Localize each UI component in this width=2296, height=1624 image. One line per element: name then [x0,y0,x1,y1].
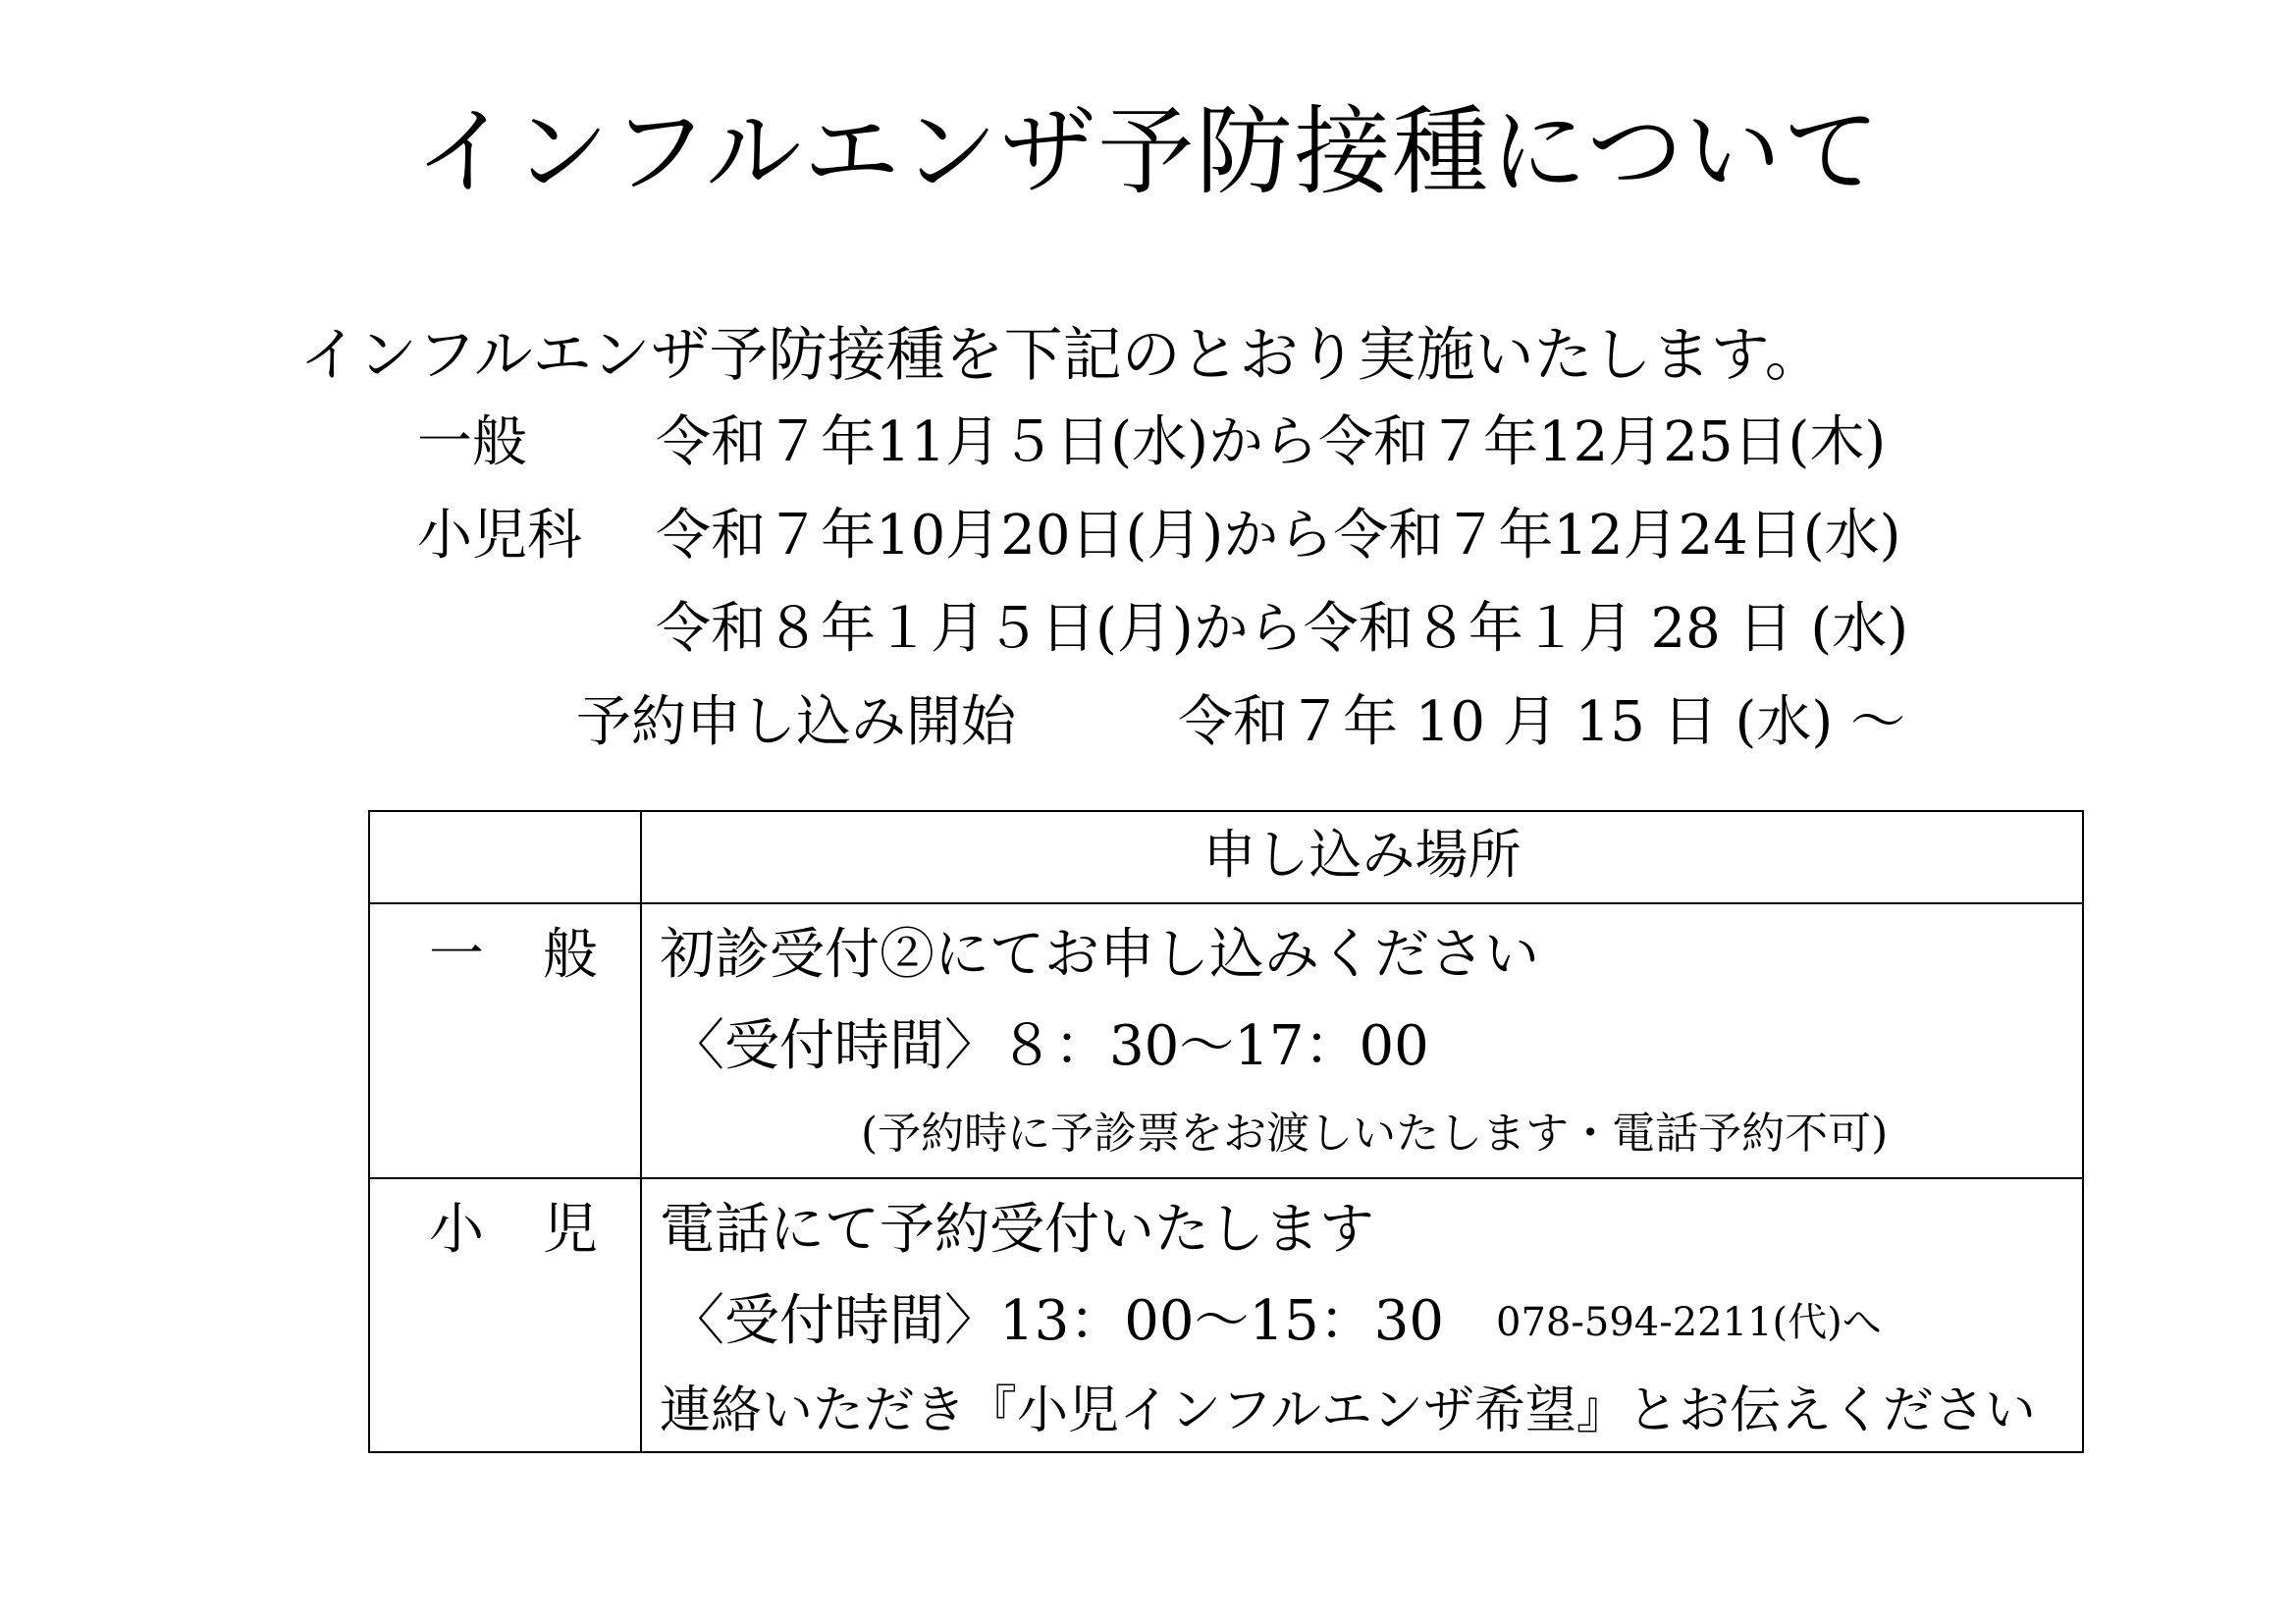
general-reception-hours: 〈受付時間〉８：30～17：00 [669,1014,1429,1078]
intro-text: インフルエンザ予防接種を下記のとおり実施いたします。 [299,321,1824,390]
schedule-pediatric-period-1: 令和７年10月20日(月)から令和７年12月24日(水) [656,504,1901,568]
reservation-start-date: 令和７年 10 月 15 日 (水) ～ [1178,690,1906,754]
table-row-divider [370,1177,2082,1179]
page-title: インフルエンザ予防接種について [414,96,1882,208]
table-row-divider [370,902,2082,904]
schedule-general-label: 一般 [417,410,527,474]
schedule-pediatric-period-2: 令和８年１月５日(月)から令和８年１月 28 日 (水) [656,597,1909,661]
application-table [368,810,2084,1453]
table-row-label-general: 一般 [429,923,657,987]
schedule-pediatric-label: 小児科 [417,504,582,568]
general-note: (予約時に予診票をお渡しいたします・電話予約不可) [861,1109,1889,1159]
pediatric-phone-number: 078-594-2211(代)へ [1496,1300,1882,1345]
pediatric-instructions: 電話にて予約受付いたします [660,1198,1374,1262]
table-row-label-pediatric: 小児 [429,1198,657,1262]
schedule-general-period: 令和７年11月５日(水)から令和７年12月25日(木) [656,410,1887,474]
reservation-label: 予約申し込み開始 [576,690,1016,754]
table-header-place: 申し込み場所 [1202,824,1522,886]
pediatric-reception-hours: 〈受付時間〉13：00～15：30 [669,1289,1445,1353]
pediatric-note: 連絡いただき『小児インフルエンザ希望』とお伝えください [660,1381,2036,1440]
general-instructions: 初診受付②にてお申し込みください [660,923,1539,987]
table-column-divider [640,812,642,1451]
